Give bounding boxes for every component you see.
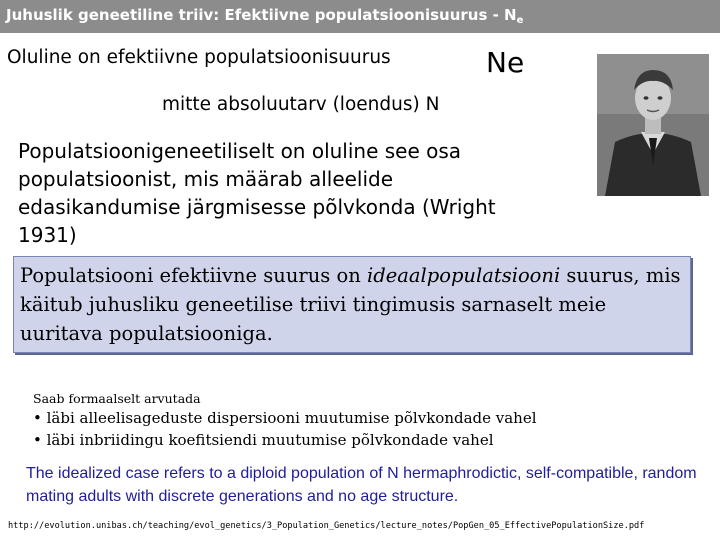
title-bar (0, 0, 720, 33)
slide-title-main: Juhuslik geneetiline triiv: Efektiivne populatsioonisuurus - N (6, 6, 517, 24)
wright-portrait-photo (597, 54, 709, 196)
ne-symbol: Ne (486, 46, 525, 79)
portrait-illustration (597, 54, 709, 196)
calculation-heading: Saab formaalselt arvutada (33, 391, 201, 406)
not-absolute-line: mitte absoluutarv (loendus) N (162, 94, 440, 115)
important-line: Oluline on efektiivne populatsioonisuurus (7, 47, 391, 68)
bullet-allele-frequency: • läbi alleelisageduste dispersiooni muutumise põlvkondade vahel (33, 409, 537, 427)
slide-title-subscript: e (516, 15, 524, 26)
idealized-case-note: The idealized case refers to a diploid population of N hermaphrodictic, self-compatible, random mating adults with discrete generations and no age structure. (26, 465, 697, 505)
slide-title (6, 6, 523, 26)
bullet-inbreeding-coefficient: • läbi inbriidingu koefitsiendi muutumise põlvkondade vahel (33, 431, 494, 449)
source-url: http://evolution.unibas.ch/teaching/evol_genetics/3_Population_Genetics/lecture_notes/PopGen_05_EffectivePopulationSize.pdf (8, 521, 645, 531)
ideal-population-text (20, 261, 690, 348)
box-text-italic: ideaalpopulatsiooni (366, 264, 561, 287)
definition-paragraph: Populatsioonigeneetiliselt on oluline see osa populatsioonist, mis määrab alleelide edasikandumise järgmisesse põlvkonda (Wright 1931) (18, 139, 496, 247)
box-text-part2: suurus, mis käitub juhusliku geneetilise triivi tingimusis sarnaselt meie uuritava populatsiooniga. (20, 264, 681, 345)
box-text-part1: Populatsiooni efektiivne suurus on (20, 264, 367, 287)
ideal-population-box (13, 256, 691, 353)
